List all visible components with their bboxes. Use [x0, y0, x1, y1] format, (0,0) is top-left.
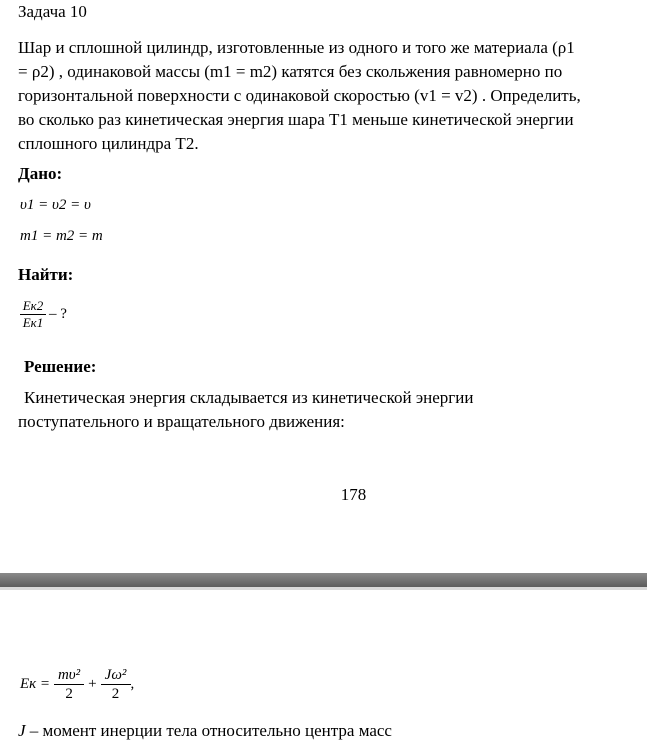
solution-line: Кинетическая энергия складывается из кинетической энергии: [24, 388, 474, 407]
term1-denominator: 2: [65, 686, 73, 702]
formula-plus: +: [88, 676, 97, 692]
page-separator: [0, 573, 647, 587]
formula-term1: [54, 666, 84, 703]
given-heading: Дано:: [18, 164, 63, 183]
page-number: 178: [340, 485, 367, 504]
term2-numerator: Jω²: [104, 667, 127, 683]
given-velocity: [20, 197, 91, 214]
problem-line: горизонтальной поверхности с одинаковой скоростью (v1 = v2) . Определить,: [18, 86, 581, 105]
j-definition: – момент инерции тела относительно центра масс: [29, 721, 392, 740]
problem-line: во сколько раз кинетическая энергия шара T1 меньше кинетической энергии: [18, 110, 574, 129]
formula-end: ,: [130, 676, 135, 692]
problem-line: = ρ2) , одинаковой массы (m1 = m2) катятся без скольжения равномерно по: [18, 62, 563, 81]
find-denominator: Eк1: [22, 315, 44, 330]
j-symbol: J: [18, 721, 26, 740]
solution-text: [18, 386, 618, 434]
task-title: Задача 10: [18, 2, 87, 21]
formula-lhs: Eк =: [20, 676, 51, 692]
page-separator-shadow: [0, 587, 647, 590]
find-numerator: Eк2: [22, 298, 44, 313]
formula-term2: [101, 666, 131, 703]
kinetic-energy-formula: [20, 666, 134, 703]
solution-heading: Решение:: [24, 357, 97, 376]
problem-line: Шар и сплошной цилиндр, изготовленные из одного и того же материала (ρ1: [18, 38, 575, 57]
find-expression: [20, 298, 67, 331]
given-mass-text: m1 = m2 = m: [20, 228, 103, 244]
problem-line: сплошного цилиндра T2.: [18, 134, 199, 153]
solution-line: поступательного и вращательного движения:: [18, 412, 345, 431]
term1-numerator: mυ²: [57, 667, 81, 683]
j-definition-line: [18, 719, 392, 743]
given-mass: [20, 228, 103, 245]
problem-statement: [18, 36, 643, 156]
find-heading: Найти:: [18, 265, 74, 284]
find-fraction: [20, 298, 46, 331]
find-suffix: – ?: [49, 306, 67, 322]
term2-denominator: 2: [111, 686, 120, 702]
given-velocity-text: υ1 = υ2 = υ: [20, 197, 91, 213]
